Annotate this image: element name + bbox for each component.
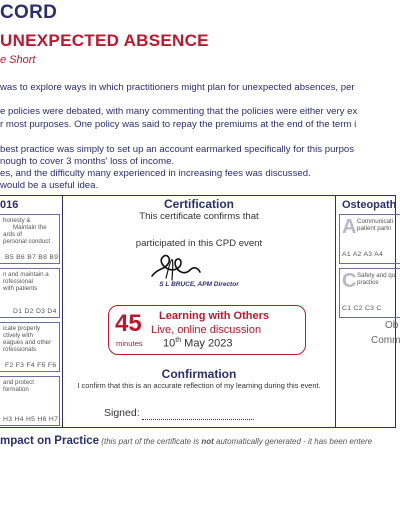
standard-c-line-2: practice	[357, 279, 379, 286]
standard-a-line-2: patient partn	[357, 225, 392, 232]
document-title-unexpected-absence: UNEXPECTED ABSENCE	[0, 31, 209, 50]
standard-b-line-3: ards of	[3, 231, 22, 238]
body-line-4: best practice was simply to set up an account earmarked specifically for this purpos	[0, 144, 355, 155]
impact-note	[99, 437, 372, 446]
event-name: Learning with Others	[159, 310, 270, 322]
standard-d-line-2: rofessional	[3, 278, 33, 285]
standard-b-line-2: Maintain the	[13, 224, 47, 231]
event-date-day: 10	[163, 337, 176, 350]
body-line-1: was to explore ways in which practitioners might plan for unexpected absences, per	[0, 82, 355, 93]
body-line-2: e policies were debated, with many commenting that the policies were either very ex	[0, 106, 358, 117]
standard-c-codes: C1 C2 C3 C	[342, 305, 382, 312]
director-signature	[148, 248, 204, 284]
standard-box-b	[0, 214, 60, 264]
standard-h-line-2: formation	[3, 386, 29, 393]
body-line-6: es, and the difficulty many experienced in increasing fees was discussed.	[0, 168, 311, 179]
impact-note-after: automatically generated - it has been entere	[213, 437, 373, 446]
right-panel-divider	[335, 195, 336, 428]
body-line-3: r most purposes. One policy was said to repay the premiums at the end of the term i	[0, 119, 357, 130]
body-line-7: would be a useful idea.	[0, 180, 99, 191]
standard-b-line-4: personal conduct	[3, 238, 51, 245]
right-panel-ob-text: Ob	[385, 320, 399, 331]
osteopath-standards-title: Osteopath	[342, 199, 397, 211]
certification-heading: Certification	[163, 197, 234, 211]
standard-a-letter: A	[342, 216, 357, 238]
impact-note-before: (this part of the certificate is	[99, 437, 202, 446]
standard-d-codes: D1 D2 D3 D4	[13, 308, 57, 315]
standard-box-a	[339, 214, 400, 264]
impact-note-bold: not	[201, 437, 214, 446]
event-details-box	[108, 305, 306, 355]
certification-confirms-text: This certificate confirms that	[139, 211, 259, 222]
confirmation-text: I confirm that this is an accurate reflection of my learning during this event.	[77, 381, 321, 390]
document-subtitle: e Short	[0, 54, 36, 66]
standard-box-c	[339, 268, 400, 318]
standard-f-line-3: eagues and other	[3, 339, 52, 346]
standard-a-line-1: Communicati	[357, 218, 394, 225]
impact-on-practice-heading	[0, 435, 372, 447]
standard-a-codes: A1 A2 A3 A4	[342, 251, 384, 258]
confirmation-heading: Confirmation	[161, 367, 237, 381]
standard-box-d	[0, 268, 60, 318]
body-line-5: nough to cover 3 months' loss of income.	[0, 156, 175, 167]
event-date	[163, 337, 232, 350]
event-format: Live, online discussion	[151, 324, 262, 336]
standard-b-codes: B5 B6 B7 B8 B9	[5, 254, 59, 261]
standard-h-line-1: and protect	[3, 379, 34, 386]
director-name: S L BRUCE, APM Director	[159, 281, 239, 288]
participated-text: participated in this CPD event	[135, 238, 263, 249]
standard-d-line-3: with patients	[3, 285, 38, 292]
standard-f-codes: F2 F3 F4 F5 F6	[5, 362, 57, 369]
impact-title: mpact on Practice	[0, 435, 100, 447]
standard-f-line-2: ctively with	[3, 332, 33, 339]
document-title-record: CORD	[0, 2, 58, 23]
standard-d-line-1: n and maintain a	[3, 271, 49, 278]
event-date-suffix: th	[175, 337, 182, 344]
event-minutes-value: 45	[115, 310, 142, 337]
left-panel-divider	[62, 195, 63, 428]
standard-b-line-1: honesty &	[3, 217, 31, 224]
event-minutes-label: minutes	[116, 339, 143, 348]
signature-line[interactable]	[142, 419, 254, 420]
standard-box-f	[0, 322, 60, 372]
standard-c-letter: C	[342, 270, 357, 292]
standard-h-codes: H3 H4 H5 H6 H7	[3, 416, 59, 423]
signed-label: Signed:	[104, 407, 140, 419]
event-date-rest: May 2023	[181, 337, 233, 350]
right-panel-comm-text: Comm	[371, 335, 400, 346]
standards-year: 016	[0, 199, 19, 211]
standard-box-h	[0, 376, 60, 426]
standard-c-line-1: Safety and qu	[357, 272, 396, 279]
standard-f-line-4: rofessionals	[3, 346, 37, 353]
standard-f-line-1: icate properly	[3, 325, 41, 332]
